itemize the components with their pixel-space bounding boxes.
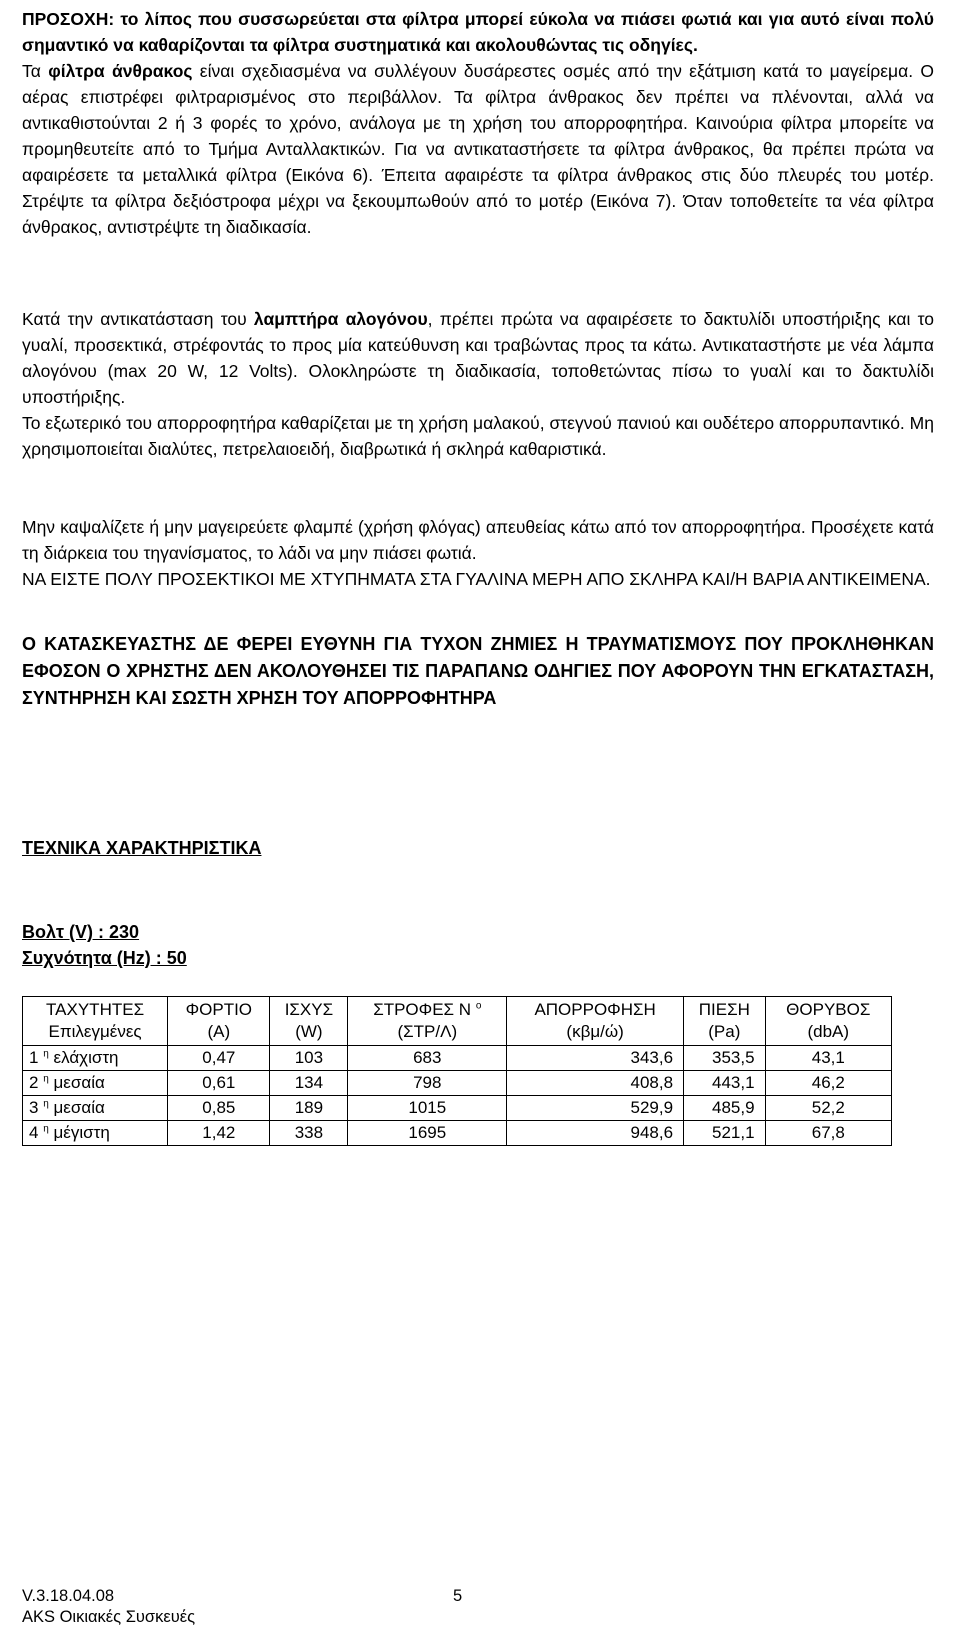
manufacturer-disclaimer: Ο ΚΑΤΑΣΚΕΥΑΣΤΗΣ ΔΕ ΦΕΡΕΙ ΕΥΘΥΝΗ ΓΙΑ ΤΥΧΟΝ ΖΗΜΙΕΣ Η ΤΡΑΥΜΑΤΙΣΜΟΥΣ ΠΟΥ ΠΡΟΚΛΗΘΗΚΑΝ ΕΦΟΣΟΝ Ο ΧΡΗΣΤΗΣ ΔΕΝ ΑΚΟΛΟΥΘΗΣΕΙ ΤΙΣ ΠΑΡΑΠΑΝΩ ΟΔΗΓΙΕΣ ΠΟΥ ΑΦΟΡΟΥΝ ΤΗΝ ΕΓΚΑΤΑΣΤΑΣΗ, ΣΥΝΤΗΡΗΣΗ ΚΑΙ ΣΩΣΤΗ ΧΡΗΣΗ ΤΟΥ ΑΠΟΡΡΟΦΗΤΗΡΑ [22,634,934,708]
rpm-cell: 798 [348,1071,507,1096]
power-cell: 338 [270,1121,348,1146]
halogen-lamp-section [22,306,934,462]
grease-fire-warning: ΠΡΟΣΟΧΗ: το λίπος που συσσωρεύεται στα φίλτρα μπορεί εύκολα να πιάσει φωτιά και για αυτό είναι πολύ σημαντικό να καθαρίζονται τα φίλτρα συστηματικά και ακολουθώντας τις οδηγίες. [22,9,934,55]
extraction-cell: 408,8 [507,1071,684,1096]
load-cell: 0,85 [168,1096,270,1121]
extraction-cell: 948,6 [507,1121,684,1146]
table-row [23,1071,892,1096]
pressure-cell: 521,1 [684,1121,766,1146]
load-cell: 1,42 [168,1121,270,1146]
power-cell: 134 [270,1071,348,1096]
power-cell: 103 [270,1046,348,1071]
halogen-paragraph: Κατά την αντικατάσταση του λαμπτήρα αλογόνου, πρέπει πρώτα να αφαιρέσετε το δακτυλίδι υποστήριξης και το γυαλί, προσεκτικά, στρέφοντάς το προς μία κατεύθυνση και τραβώντας προς τα κάτω. Αντικαταστήστε με νέα λάμπα αλογόνου (max 20 W, 12 Volts). Ολοκληρώστε τη διαδικασία, τοποθετώντας πίσω το γυαλί και το δακτυλίδι υποστήριξης. [22,309,935,407]
pressure-cell: 485,9 [684,1096,766,1121]
table-row [23,1121,892,1146]
header-extraction: ΑΠΟΡΡΟΦΗΣΗ (κβμ/ώ) [507,997,684,1046]
carbon-filter-term: φίλτρα άνθρακος [48,61,193,81]
pressure-cell: 443,1 [684,1071,766,1096]
load-cell: 0,61 [168,1071,270,1096]
voltage-spec: Βολτ (V) : 230 [22,922,140,942]
carbon-filter-paragraph: Τα φίλτρα άνθρακος είναι σχεδιασμένα να συλλέγουν δυσάρεστες οσμές από την εξάτμιση κατά το μαγείρεμα. Ο αέρας επιστρέφει φιλτραρισμένος στο περιβάλλον. Τα φίλτρα άνθρακος δεν πρέπει να πλένονται, αλλά να αντικαθιστούνται 2 ή 3 φορές το χρόνο, ανάλογα με τη χρήση του απορροφητήρα. Καινούρια φίλτρα μπορείτε να προμηθευτείτε από το Τμήμα Ανταλλακτικών. Για να αντικαταστήσετε τα φίλτρα άνθρακος, θα πρέπει πρώτα να αφαιρέσετε τα μεταλλικά φίλτρα (Εικόνα 6). Έπειτα αφαιρέστε τα φίλτρα άνθρακος στις δύο πλευρές του μοτέρ. Στρέψτε τα φίλτρα δεξιόστροφα μέχρι να ξεκουμπωθούν από το μοτέρ (Εικόνα 7). Όταν τοποθετείτε τα νέα φίλτρα άνθρακος, αντιστρέψτε τη διαδικασία. [22,61,934,237]
speed-cell: 2 $^\eta$ μεσαία [23,1071,168,1096]
header-power: ΙΣΧΥΣ (W) [270,997,348,1046]
rpm-cell: 683 [348,1046,507,1071]
glass-warning: ΝΑ ΕΙΣΤΕ ΠΟΛΥ ΠΡΟΣΕΚΤΙΚΟΙ ΜΕ ΧΤΥΠΗΜΑΤΑ ΣΤΑ ΓΥΑΛΙΝΑ ΜΕΡΗ ΑΠΟ ΣΚΛΗΡΑ ΚΑΙ/Η ΒΑΡΙΑ ΑΝΤΙΚΕΙΜΕΝΑ. [22,569,931,589]
speed-cell: 1 $^\eta$ ελάχιστη [23,1046,168,1071]
header-load: ΦΟΡΤΙΟ (A) [168,997,270,1046]
manufacturer-disclaimer-section [22,631,934,712]
document-version: V.3.18.04.08 [22,1587,115,1605]
table-row [23,1046,892,1071]
frequency-spec: Συχνότητα (Hz) : 50 [22,948,187,968]
flambe-paragraph: Μην καψαλίζετε ή μην μαγειρεύετε φλαμπέ (χρήση φλόγας) απευθείας κάτω από τον απορροφητήρα. Προσέχετε κατά τη διάρκεια του τηγανίσματος, το λάδι να μην πιάσει φωτιά. [22,517,934,563]
page-footer [22,1586,195,1628]
speed-cell: 4 $^\eta$ μέγιστη [23,1121,168,1146]
header-rpm: ΣΤΡΟΦΕΣ Ν $^o$ (ΣΤΡ/Λ) [348,997,507,1046]
page-number: 5 [453,1587,463,1605]
noise-cell: 43,1 [765,1046,891,1071]
header-speeds: ΤΑΧΥΤΗΤΕΣ Επιλεγμένες [23,997,168,1046]
power-cell: 189 [270,1096,348,1121]
load-cell: 0,47 [168,1046,270,1071]
tech-specs-table [22,996,892,1146]
table-row [23,1096,892,1121]
noise-cell: 67,8 [765,1121,891,1146]
halogen-lamp-term: λαμπτήρα αλογόνου [253,309,428,329]
header-pressure: ΠΙΕΣΗ (Pa) [684,997,766,1046]
rpm-cell: 1695 [348,1121,507,1146]
speed-cell: 3 $^\eta$ μεσαία [23,1096,168,1121]
extraction-cell: 529,9 [507,1096,684,1121]
header-noise: ΘΟΡΥΒΟΣ (dbA) [765,997,891,1046]
pressure-cell: 353,5 [684,1046,766,1071]
company-name: AKS Οικιακές Συσκευές [22,1608,196,1626]
table-header-row [23,997,892,1046]
tech-specs-heading: ΤΕΧΝΙΚΑ ΧΑΡΑΚΤΗΡΙΣΤΙΚΑ [22,838,262,858]
cleaning-paragraph: Το εξωτερικό του απορροφητήρα καθαρίζεται με τη χρήση μαλακού, στεγνού πανιού και ουδέτερο απορρυπαντικό. Μη χρησιμοποιείται διαλύτες, πετρελαιοειδή, διαβρωτικά ή σκληρά καθαριστικά. [22,413,934,459]
noise-cell: 52,2 [765,1096,891,1121]
carbon-filter-section [22,6,934,240]
rpm-cell: 1015 [348,1096,507,1121]
electrical-specs [22,919,187,971]
extraction-cell: 343,6 [507,1046,684,1071]
noise-cell: 46,2 [765,1071,891,1096]
flambe-section [22,514,934,592]
